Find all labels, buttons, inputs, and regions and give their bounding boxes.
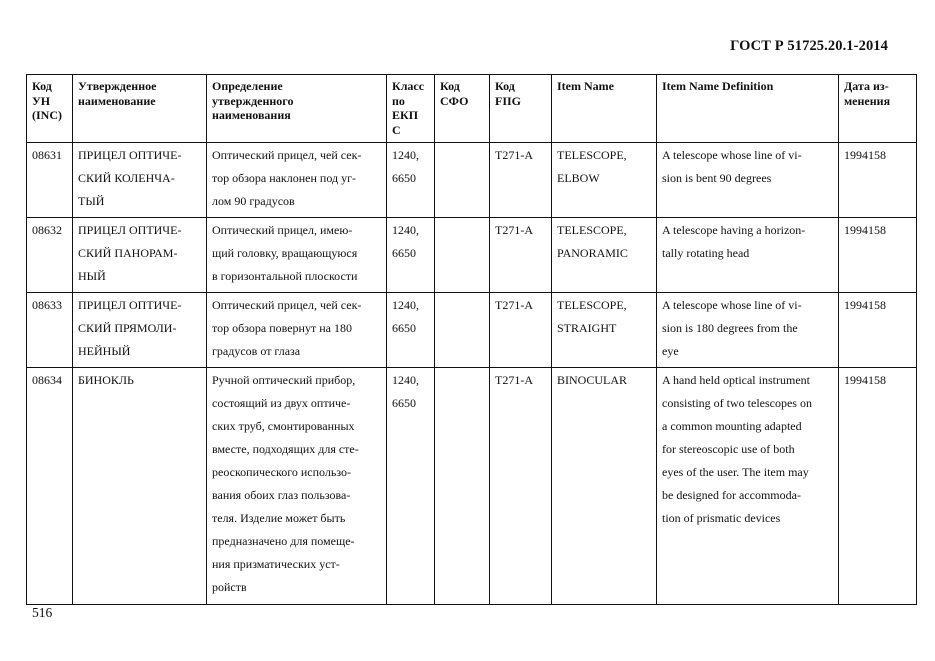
cell-item-name: BINOCULAR — [552, 368, 657, 605]
cell-definition: Оптический прицел, имею- щий головку, вращающуюся в горизонтальной плоскости — [207, 218, 387, 293]
cell-approved-name: БИНОКЛЬ — [73, 368, 207, 605]
cell-change-date: 1994158 — [839, 218, 917, 293]
cell-sfo — [435, 143, 490, 218]
cell-sfo — [435, 368, 490, 605]
column-header-sfo: Код СФО — [435, 75, 490, 143]
cell-item-definition: A telescope whose line of vi- sion is 180 degrees from the eye — [657, 293, 839, 368]
cell-definition: Оптический прицел, чей сек- тор обзора повернут на 180 градусов от глаза — [207, 293, 387, 368]
page-number: 516 — [32, 605, 53, 620]
cell-definition: Оптический прицел, чей сек- тор обзора наклонен под уг- лом 90 градусов — [207, 143, 387, 218]
cell-change-date: 1994158 — [839, 293, 917, 368]
cell-inc: 08633 — [27, 293, 73, 368]
table-header-row — [27, 75, 917, 143]
cell-item-name: TELESCOPE, STRAIGHT — [552, 293, 657, 368]
cell-approved-name: ПРИЦЕЛ ОПТИЧЕ- СКИЙ КОЛЕНЧА- ТЫЙ — [73, 143, 207, 218]
cell-item-definition: A telescope whose line of vi- sion is bent 90 degrees — [657, 143, 839, 218]
cell-item-definition: A telescope having a horizon- tally rotating head — [657, 218, 839, 293]
cell-class: 1240, 6650 — [387, 368, 435, 605]
cell-definition: Ручной оптический прибор, состоящий из двух оптиче- ских труб, смонтированных вместе, подходящих для сте- реоскопического использо- вания обоих глаз пользова- теля. Изделие может быть предназначено для помеще- ния призматических уст- ройств — [207, 368, 387, 605]
column-header-approved-name: Утвержденное наименование — [73, 75, 207, 143]
cell-inc: 08632 — [27, 218, 73, 293]
cell-class: 1240, 6650 — [387, 293, 435, 368]
cell-class: 1240, 6650 — [387, 143, 435, 218]
cell-fiig: T271-A — [490, 143, 552, 218]
table-row — [27, 293, 917, 368]
table-row — [27, 218, 917, 293]
cell-fiig: T271-A — [490, 368, 552, 605]
column-header-class: Класс по ЕКП С — [387, 75, 435, 143]
cell-fiig: T271-A — [490, 218, 552, 293]
table-row — [27, 368, 917, 605]
column-header-change-date: Дата из- менения — [839, 75, 917, 143]
cell-approved-name: ПРИЦЕЛ ОПТИЧЕ- СКИЙ ПРЯМОЛИ- НЕЙНЫЙ — [73, 293, 207, 368]
cell-inc: 08634 — [27, 368, 73, 605]
cell-item-definition: A hand held optical instrument consisting of two telescopes on a common mounting adapted for stereoscopic use of both eyes of the user. The item may be designed for accommoda- tion of prismatic devices — [657, 368, 839, 605]
cell-change-date: 1994158 — [839, 143, 917, 218]
cell-sfo — [435, 218, 490, 293]
cell-item-name: TELESCOPE, PANORAMIC — [552, 218, 657, 293]
cell-class: 1240, 6650 — [387, 218, 435, 293]
table-row — [27, 143, 917, 218]
column-header-item-name: Item Name — [552, 75, 657, 143]
column-header-definition: Определение утвержденного наименования — [207, 75, 387, 143]
cell-fiig: T271-A — [490, 293, 552, 368]
column-header-item-definition: Item Name Definition — [657, 75, 839, 143]
nomenclature-table — [26, 74, 917, 605]
cell-inc: 08631 — [27, 143, 73, 218]
cell-sfo — [435, 293, 490, 368]
document-code: ГОСТ Р 51725.20.1-2014 — [730, 38, 888, 54]
column-header-inc: Код УН (INC) — [27, 75, 73, 143]
cell-change-date: 1994158 — [839, 368, 917, 605]
cell-item-name: TELESCOPE, ELBOW — [552, 143, 657, 218]
cell-approved-name: ПРИЦЕЛ ОПТИЧЕ- СКИЙ ПАНОРАМ- НЫЙ — [73, 218, 207, 293]
column-header-fiig: Код FIIG — [490, 75, 552, 143]
